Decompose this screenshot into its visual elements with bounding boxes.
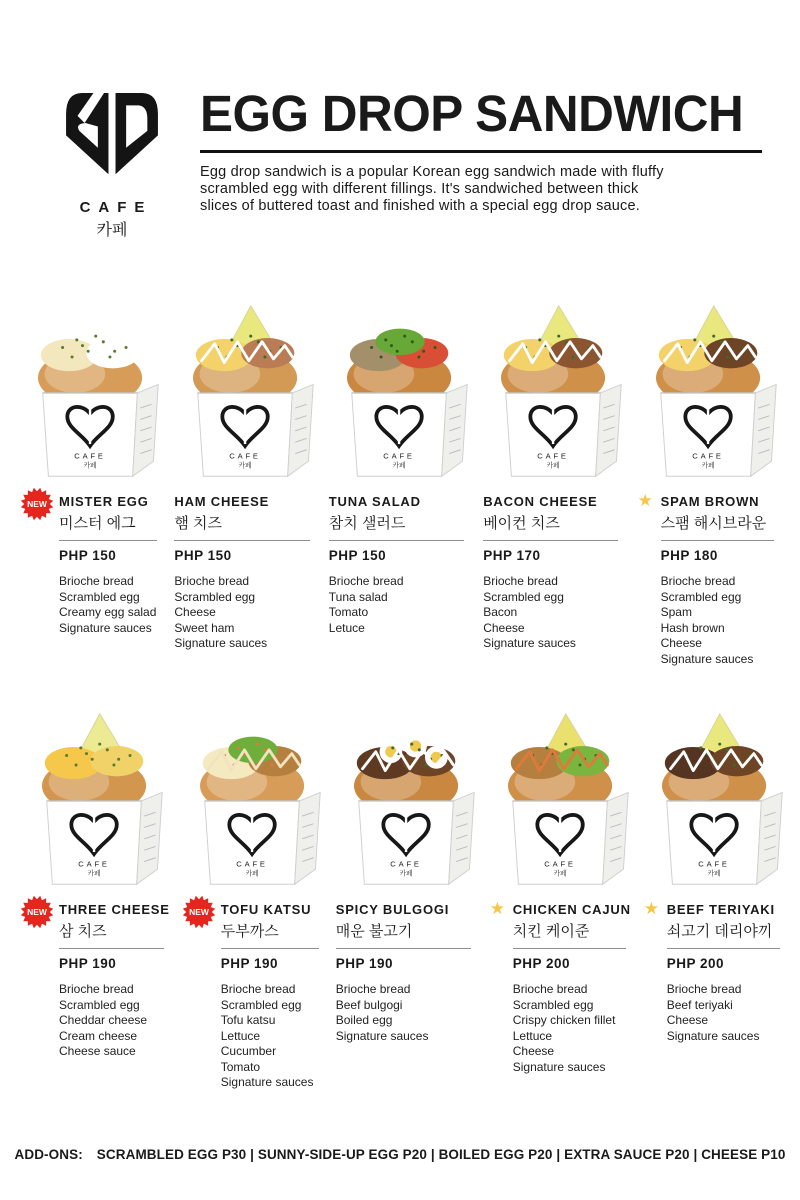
item-name: HAM CHEESE xyxy=(174,494,270,509)
cafe-wordmark: CAFE xyxy=(79,199,153,216)
new-badge-icon xyxy=(20,487,54,521)
menu-row-1 xyxy=(20,302,780,667)
description-line: slices of buttered toast and finished with a special egg drop sauce. xyxy=(200,198,640,215)
item-korean-name: 스팸 해시브라운 xyxy=(660,515,767,532)
ingredient: Hash brown xyxy=(660,620,725,635)
svg-text:NEW: NEW xyxy=(188,907,209,917)
item-body xyxy=(59,902,170,1060)
item-divider xyxy=(221,948,319,949)
item-body xyxy=(329,494,471,636)
item-price: PHP 180 xyxy=(660,548,718,563)
item-body xyxy=(59,494,162,636)
item-name: TUNA SALAD xyxy=(328,494,421,509)
ingredient: Cheese xyxy=(666,1013,709,1027)
item-price: PHP 200 xyxy=(666,956,725,971)
item-divider xyxy=(667,948,780,949)
ingredient: Signature sauces xyxy=(174,636,268,650)
item-text xyxy=(174,494,316,652)
ingredients-list xyxy=(336,982,478,1044)
item-price: PHP 200 xyxy=(512,956,571,971)
menu-item xyxy=(329,302,471,667)
ingredients-list xyxy=(661,574,780,667)
ingredient: Brioche bread xyxy=(335,982,411,996)
ingredient: Lettuce xyxy=(220,1028,261,1043)
ingredient: Scrambled egg xyxy=(660,589,742,604)
page-title: EGG DROP SANDWICH xyxy=(200,85,744,142)
ingredient: Sweet ham xyxy=(174,620,235,635)
item-body xyxy=(483,494,625,652)
item-divider xyxy=(661,540,774,541)
item-photo xyxy=(20,302,162,482)
item-name: MISTER EGG xyxy=(59,494,149,509)
addons-items: SCRAMBLED EGG P30 | SUNNY-SIDE-UP EGG P20 | BOILED EGG P20 | EXTRA SAUCE P20 | CHEESE P10 xyxy=(96,1146,786,1162)
item-text xyxy=(643,899,786,1044)
item-name: TOFU KATSU xyxy=(220,902,312,917)
item-name: BACON CHEESE xyxy=(483,494,598,509)
item-name: CHICKEN CAJUN xyxy=(512,902,631,917)
item-text xyxy=(20,494,162,636)
item-photo xyxy=(490,710,632,890)
ingredient: Tuna salad xyxy=(328,589,388,604)
item-photo xyxy=(182,710,324,890)
item-photo xyxy=(644,710,786,890)
badge-slot xyxy=(20,895,54,1060)
item-korean-name: 햄 치즈 xyxy=(174,515,223,532)
item-photo xyxy=(638,302,780,482)
ingredient: Cheese xyxy=(483,620,525,635)
item-body xyxy=(174,494,316,652)
item-korean-name: 두부까스 xyxy=(220,923,279,940)
svg-text:카페: 카페 xyxy=(553,870,567,878)
sandwich-photo-illustration xyxy=(336,710,478,890)
ingredients-list xyxy=(221,982,324,1091)
star-badge-icon: ★ xyxy=(637,491,653,510)
item-divider xyxy=(483,540,618,541)
addons-label: ADD-ONS: xyxy=(14,1146,83,1162)
item-price: PHP 190 xyxy=(335,956,394,971)
item-korean-name: 삼 치즈 xyxy=(59,923,107,940)
badge-slot xyxy=(20,487,54,636)
cafe-korean-wordmark: 카페 xyxy=(96,222,128,239)
ingredient: Brioche bread xyxy=(220,982,296,996)
menu-row-2 xyxy=(20,710,780,1091)
ingredient: Signature sauces xyxy=(666,1028,760,1043)
ingredient: Cheese sauce xyxy=(59,1044,136,1058)
svg-text:CAFE: CAFE xyxy=(236,859,268,869)
item-price: PHP 150 xyxy=(174,548,232,563)
item-divider xyxy=(513,948,626,949)
svg-text:카페: 카페 xyxy=(83,462,97,470)
item-divider xyxy=(59,948,164,949)
item-price: PHP 170 xyxy=(483,548,541,563)
sandwich-photo-illustration xyxy=(490,710,632,890)
svg-text:CAFE: CAFE xyxy=(383,451,415,461)
ingredient: Brioche bread xyxy=(174,574,250,588)
item-korean-name: 참치 샐러드 xyxy=(328,515,406,532)
sandwich-photo-illustration xyxy=(20,302,162,482)
item-photo xyxy=(329,302,471,482)
menu-item xyxy=(20,710,170,1091)
new-badge-icon xyxy=(20,895,54,929)
svg-text:CAFE: CAFE xyxy=(544,859,576,869)
item-text xyxy=(483,494,625,652)
svg-text:NEW: NEW xyxy=(27,499,47,509)
ingredient: Tomato xyxy=(328,605,369,619)
menu-item xyxy=(490,710,632,1091)
svg-text:CAFE: CAFE xyxy=(537,451,570,461)
ingredient: Brioche bread xyxy=(328,574,404,588)
svg-text:CAFE: CAFE xyxy=(228,451,261,461)
ingredient: Scrambled egg xyxy=(512,997,594,1012)
item-text xyxy=(336,902,478,1044)
item-photo xyxy=(336,710,478,890)
svg-text:CAFE: CAFE xyxy=(698,859,730,869)
item-photo xyxy=(20,710,170,890)
item-photo xyxy=(174,302,316,482)
ingredient: Lettuce xyxy=(512,1028,553,1043)
item-body xyxy=(667,902,786,1044)
sandwich-photo-illustration xyxy=(182,710,324,890)
menu-item xyxy=(638,302,780,667)
ingredients-list xyxy=(59,574,162,636)
ingredient: Brioche bread xyxy=(59,982,134,996)
item-body xyxy=(513,902,632,1075)
ingredients-list xyxy=(667,982,786,1044)
ingredient: Creamy egg salad xyxy=(59,605,157,619)
ingredient: Scrambled egg xyxy=(59,997,140,1012)
title-underline xyxy=(200,150,762,153)
svg-text:카페: 카페 xyxy=(245,870,259,878)
sandwich-photo-illustration xyxy=(638,302,780,482)
item-body xyxy=(221,902,324,1091)
item-divider xyxy=(329,540,464,541)
ingredient: Cream cheese xyxy=(59,1028,138,1043)
header xyxy=(0,0,800,250)
badge-slot xyxy=(644,900,662,1044)
item-text xyxy=(637,491,780,667)
svg-text:카페: 카페 xyxy=(238,462,252,470)
ingredient: Signature sauces xyxy=(660,651,754,666)
sandwich-photo-illustration xyxy=(483,302,625,482)
star-badge-icon: ★ xyxy=(643,899,659,918)
sandwich-photo-illustration xyxy=(329,302,471,482)
item-price: PHP 150 xyxy=(328,548,387,563)
ingredient: Tofu katsu xyxy=(220,1013,276,1027)
ingredient: Tomato xyxy=(220,1059,261,1074)
badge-slot xyxy=(490,900,508,1075)
sandwich-photo-illustration xyxy=(644,710,786,890)
star-badge-icon: ★ xyxy=(489,899,505,918)
ingredients-list xyxy=(513,982,632,1075)
ingredient: Boiled egg xyxy=(335,1013,393,1027)
ingredient: Scrambled egg xyxy=(483,589,564,604)
item-korean-name: 쇠고기 데리야끼 xyxy=(666,923,773,940)
title-block xyxy=(200,86,762,215)
ingredient: Scrambled egg xyxy=(174,589,256,604)
brand-block xyxy=(56,84,168,240)
ingredients-list xyxy=(483,574,625,652)
sandwich-photo-illustration xyxy=(24,710,166,890)
badge-slot xyxy=(182,895,216,1091)
gd-heart-logo-icon xyxy=(59,84,165,192)
sandwich-photo-illustration xyxy=(175,302,317,482)
item-price: PHP 190 xyxy=(59,956,117,971)
item-korean-name: 매운 불고기 xyxy=(335,923,413,940)
item-photo xyxy=(483,302,625,482)
item-divider xyxy=(336,948,471,949)
svg-text:카페: 카페 xyxy=(392,462,406,470)
addons-bar xyxy=(0,1147,800,1162)
ingredient: Brioche bread xyxy=(666,982,742,996)
ingredient: Signature sauces xyxy=(512,1059,606,1074)
item-text xyxy=(182,902,324,1091)
menu-item xyxy=(182,710,324,1091)
ingredient: Bacon xyxy=(483,605,518,619)
item-body xyxy=(661,494,780,667)
svg-text:카페: 카페 xyxy=(707,870,721,878)
menu-item xyxy=(174,302,316,667)
item-price: PHP 190 xyxy=(220,956,279,971)
ingredient: Scrambled egg xyxy=(220,997,302,1012)
svg-text:카페: 카페 xyxy=(87,870,101,878)
new-badge-icon xyxy=(182,895,216,929)
ingredient: Beef teriyaki xyxy=(666,997,733,1012)
svg-text:CAFE: CAFE xyxy=(390,859,422,869)
item-name: SPICY BULGOGI xyxy=(335,902,450,917)
item-korean-name: 치킨 케이준 xyxy=(512,923,590,940)
description-line: scrambled egg with different fillings. It's sandwiched between thick xyxy=(200,181,639,198)
ingredient: Spam xyxy=(660,605,692,619)
svg-text:CAFE: CAFE xyxy=(78,859,110,869)
ingredient: Cheese xyxy=(660,636,702,650)
badge-slot xyxy=(638,492,656,667)
ingredient: Signature sauces xyxy=(59,620,152,635)
svg-text:NEW: NEW xyxy=(27,907,47,917)
menu-item xyxy=(336,710,478,1091)
svg-text:CAFE: CAFE xyxy=(74,451,107,461)
ingredient: Brioche bread xyxy=(483,574,558,588)
item-name: BEEF TERIYAKI xyxy=(666,902,775,917)
ingredient: Signature sauces xyxy=(483,636,576,650)
menu-description xyxy=(200,164,762,215)
description-line: Egg drop sandwich is a popular Korean egg sandwich made with fluffy xyxy=(200,164,664,181)
ingredient: Signature sauces xyxy=(220,1075,314,1089)
item-text xyxy=(20,902,170,1060)
ingredient: Cheese xyxy=(512,1044,555,1058)
item-divider xyxy=(174,540,309,541)
svg-text:카페: 카페 xyxy=(399,870,413,878)
menu-item xyxy=(20,302,162,667)
ingredient: Signature sauces xyxy=(335,1028,429,1043)
ingredient: Letuce xyxy=(328,620,365,635)
item-name: SPAM BROWN xyxy=(660,494,760,509)
svg-text:카페: 카페 xyxy=(701,462,715,470)
ingredient: Cheese xyxy=(174,605,216,619)
ingredient: Beef bulgogi xyxy=(335,997,403,1012)
item-korean-name: 미스터 에그 xyxy=(59,515,136,532)
ingredient: Brioche bread xyxy=(59,574,134,588)
ingredient: Scrambled egg xyxy=(59,589,140,604)
item-body xyxy=(336,902,478,1044)
item-korean-name: 베이컨 치즈 xyxy=(483,515,560,532)
item-price: PHP 150 xyxy=(59,548,117,563)
svg-text:CAFE: CAFE xyxy=(692,451,724,461)
item-name: THREE CHEESE xyxy=(59,902,170,917)
svg-text:카페: 카페 xyxy=(547,462,560,470)
item-divider xyxy=(59,540,157,541)
item-text xyxy=(329,494,471,636)
ingredient: Crispy chicken fillet xyxy=(512,1013,616,1027)
ingredients-list xyxy=(329,574,471,636)
menu-item xyxy=(644,710,786,1091)
item-text xyxy=(489,899,632,1075)
ingredient: Cucumber xyxy=(220,1044,277,1058)
menu-item xyxy=(483,302,625,667)
ingredient: Brioche bread xyxy=(512,982,588,996)
ingredients-list xyxy=(59,982,170,1060)
ingredient: Brioche bread xyxy=(660,574,736,588)
ingredient: Cheddar cheese xyxy=(59,1013,148,1027)
ingredients-list xyxy=(174,574,316,652)
